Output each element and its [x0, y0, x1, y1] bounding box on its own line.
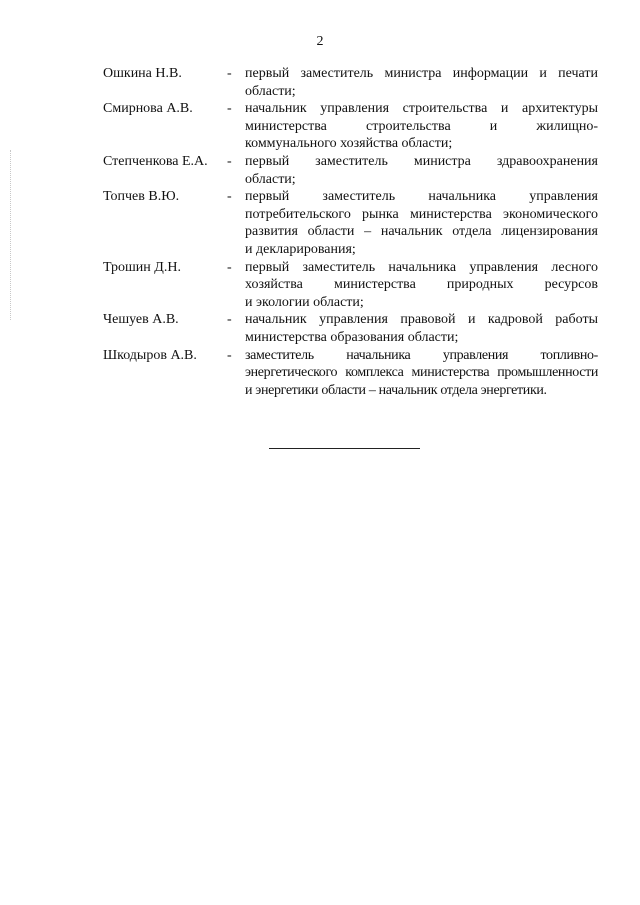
- list-item: [103, 259, 598, 312]
- description-line: области;: [245, 171, 296, 187]
- person-name: Топчев В.Ю.: [103, 189, 180, 205]
- list-item: [103, 153, 598, 188]
- description-line: первый заместитель министра здравоохранения: [245, 153, 598, 169]
- person-name: Трошин Д.Н.: [103, 259, 181, 275]
- list-item: [103, 100, 598, 153]
- dash-separator: -: [227, 259, 232, 275]
- position-description: [245, 259, 598, 312]
- list-item: [103, 347, 598, 400]
- description-line: первый заместитель начальника управления лесного: [245, 259, 598, 275]
- description-line: министерства образования области;: [245, 329, 459, 345]
- dash-separator: -: [227, 101, 232, 117]
- description-line: заместитель начальника управления топливно-: [245, 347, 598, 363]
- person-name: Чешуев А.В.: [103, 312, 179, 328]
- dash-separator: -: [227, 312, 232, 328]
- description-line: потребительского рынка министерства экономического: [245, 206, 598, 222]
- description-line: министерства строительства и жилищно-: [245, 118, 598, 134]
- description-line: начальник управления правовой и кадровой работы: [245, 312, 598, 328]
- position-description: [245, 65, 598, 100]
- description-line: коммунального хозяйства области;: [245, 136, 453, 152]
- description-line: хозяйства министерства природных ресурсов: [245, 277, 598, 293]
- page-number: 2: [316, 34, 324, 49]
- scan-margin-marks: [10, 150, 12, 320]
- description-line: энергетического комплекса министерства промышленности: [245, 365, 598, 381]
- description-line: и энергетики области – начальник отдела энергетики.: [245, 382, 547, 398]
- description-line: и экологии области;: [245, 294, 364, 310]
- position-description: [245, 347, 598, 400]
- list-item: [103, 188, 598, 258]
- dash-separator: -: [227, 347, 232, 363]
- description-line: и декларирования;: [245, 241, 356, 257]
- person-name: Степченкова Е.А.: [103, 153, 208, 169]
- member-list: [103, 65, 598, 399]
- person-name: Ошкина Н.В.: [103, 66, 182, 81]
- person-name: Шкодыров А.В.: [103, 347, 197, 363]
- description-line: первый заместитель начальника управления: [245, 189, 598, 205]
- position-description: [245, 311, 598, 346]
- description-line: начальник управления строительства и архитектуры: [245, 101, 598, 117]
- dash-separator: -: [227, 66, 232, 81]
- list-item: [103, 65, 598, 100]
- person-name: Смирнова А.В.: [103, 101, 193, 117]
- position-description: [245, 100, 598, 153]
- dash-separator: -: [227, 189, 232, 205]
- closing-rule: [269, 448, 420, 449]
- description-line: области;: [245, 83, 296, 99]
- dash-separator: -: [227, 153, 232, 169]
- description-line: развития области – начальник отдела лицензирования: [245, 224, 598, 240]
- position-description: [245, 188, 598, 258]
- position-description: [245, 153, 598, 188]
- list-item: [103, 311, 598, 346]
- description-line: первый заместитель министра информации и печати: [245, 66, 598, 81]
